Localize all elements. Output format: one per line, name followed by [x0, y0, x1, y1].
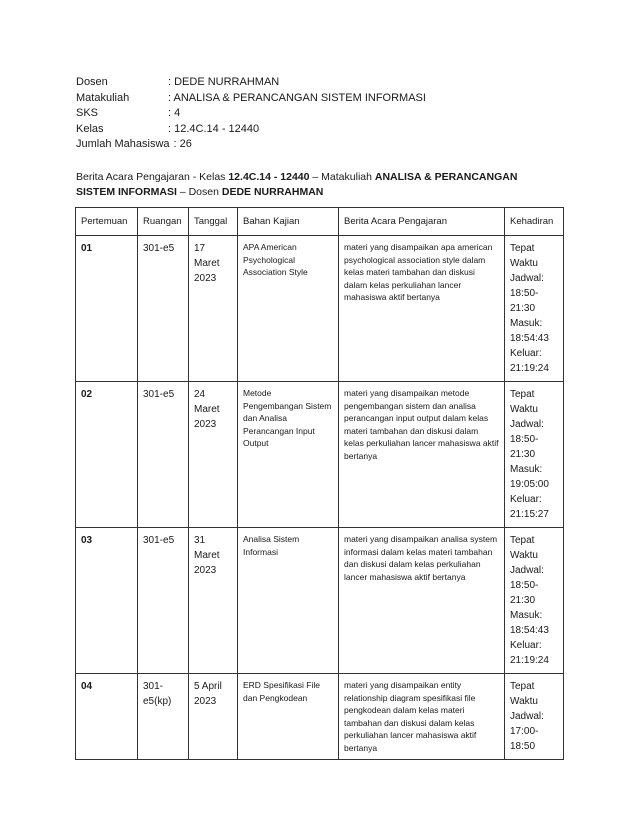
info-row-matakuliah [76, 91, 426, 107]
heading-matakuliah: ANALISA & PERANCANGAN SISTEM INFORMASI [76, 171, 518, 198]
berita-acara-cell: materi yang disampaikan apa american psychological association style dalam kelas materi tambahan dan diskusi dalam kelas perkuliahan lancer mahasiswa aktif bertanya [339, 236, 505, 382]
kehadiran-status: Tepat Waktu [510, 681, 538, 707]
kehadiran-jadwal: Jadwal: 18:50-21:30 [510, 273, 544, 314]
heading-dosen: DEDE NURRAHMAN [221, 186, 324, 198]
kehadiran-keluar: Keluar: 21:19:24 [510, 348, 549, 374]
kehadiran-status: Tepat Waktu [510, 243, 538, 269]
bahan-kajian-cell: APA American Psychological Association Style [238, 236, 339, 382]
header-bahan-kajian: Bahan Kajian [238, 208, 339, 236]
kehadiran-jadwal: Jadwal: 17:00-18:50 [510, 711, 544, 752]
info-label: Jumlah Mahasiswa [76, 138, 170, 150]
info-value: : DEDE NURRAHMAN [168, 76, 280, 88]
bahan-kajian-cell: Metode Pengembangan Sistem dan Analisa Perancangan Input Output [238, 382, 339, 528]
ruangan-cell: 301-e5(kp) [138, 674, 189, 760]
berita-acara-cell: materi yang disampaikan metode pengembangan sistem dan analisa perancangan input output dalam kelas materi tambahan dan diskusi dalam kelas perkuliahan lancer mahasiswa aktif bertanya [339, 382, 505, 528]
table-header-row [76, 208, 564, 236]
kehadiran-cell [505, 382, 564, 528]
tanggal-cell: 31 Maret 2023 [189, 528, 238, 674]
berita-acara-heading [76, 170, 556, 200]
kehadiran-keluar: Keluar: 21:15:27 [510, 494, 549, 520]
kehadiran-masuk: Masuk: 19:05:00 [510, 464, 549, 490]
tanggal-cell: 17 Maret 2023 [189, 236, 238, 382]
info-label: Kelas [76, 122, 104, 135]
header-pertemuan: Pertemuan [76, 208, 138, 236]
header-berita-acara: Berita Acara Pengajaran [339, 208, 505, 236]
info-row-sks [76, 106, 426, 122]
heading-prefix: Berita Acara Pengajaran - Kelas [76, 171, 229, 183]
kehadiran-status: Tepat Waktu [510, 389, 538, 415]
course-info [76, 75, 426, 153]
ruangan-cell: 301-e5 [138, 236, 189, 382]
info-value: : ANALISA & PERANCANGAN SISTEM INFORMASI [168, 91, 426, 104]
heading-dosen-prefix: – Dosen [176, 186, 222, 198]
table-row [76, 528, 564, 674]
info-label: Matakuliah [76, 91, 130, 104]
bahan-kajian-cell: ERD Spesifikasi File dan Pengkodean [238, 674, 339, 760]
pertemuan-cell: 04 [76, 674, 138, 760]
kehadiran-cell [505, 528, 564, 674]
tanggal-cell: 5 April 2023 [189, 674, 238, 760]
info-value: : 26 [173, 138, 192, 150]
header-tanggal: Tanggal [189, 208, 238, 236]
pertemuan-cell: 01 [76, 236, 138, 382]
info-row-kelas [76, 122, 426, 138]
berita-acara-cell: materi yang disampaikan entity relationship diagram spesifikasi file pengkodean dalam kelas materi tambahan dan diskusi dalam kelas perkuliahan lancer mahasiswa aktif bertanya [339, 674, 505, 760]
kehadiran-masuk: Masuk: 18:54:43 [510, 610, 549, 636]
ruangan-cell: 301-e5 [138, 528, 189, 674]
kehadiran-jadwal: Jadwal: 18:50-21:30 [510, 419, 544, 460]
info-label: Dosen [76, 76, 108, 88]
table-row [76, 236, 564, 382]
heading-kelas: 12.4C.14 - 12440 [228, 171, 310, 183]
info-value: : 12.4C.14 - 12440 [168, 122, 260, 135]
table-row [76, 382, 564, 528]
info-row-jumlah-mahasiswa [76, 137, 426, 153]
tanggal-cell: 24 Maret 2023 [189, 382, 238, 528]
berita-acara-cell: materi yang disampaikan analisa system informasi dalam kelas materi tambahan dan diskusi dalam kelas perkuliahan lancer mahasiswa aktif bertanya [339, 528, 505, 674]
kehadiran-status: Tepat Waktu [510, 535, 538, 561]
kehadiran-cell [505, 674, 564, 760]
bahan-kajian-cell: Analisa Sistem Informasi [238, 528, 339, 674]
info-value: : 4 [168, 107, 181, 119]
info-row-dosen [76, 75, 426, 91]
table-row [76, 674, 564, 760]
kehadiran-masuk: Masuk: 18:54:43 [510, 318, 549, 344]
header-ruangan: Ruangan [138, 208, 189, 236]
header-kehadiran: Kehadiran [505, 208, 564, 236]
pertemuan-cell: 02 [76, 382, 138, 528]
heading-mid: – Matakuliah [309, 171, 375, 183]
info-label: SKS [76, 107, 99, 119]
kehadiran-keluar: Keluar: 21:19:24 [510, 640, 549, 666]
berita-acara-table [75, 207, 564, 760]
ruangan-cell: 301-e5 [138, 382, 189, 528]
pertemuan-cell: 03 [76, 528, 138, 674]
kehadiran-cell [505, 236, 564, 382]
kehadiran-jadwal: Jadwal: 18:50-21:30 [510, 565, 544, 606]
